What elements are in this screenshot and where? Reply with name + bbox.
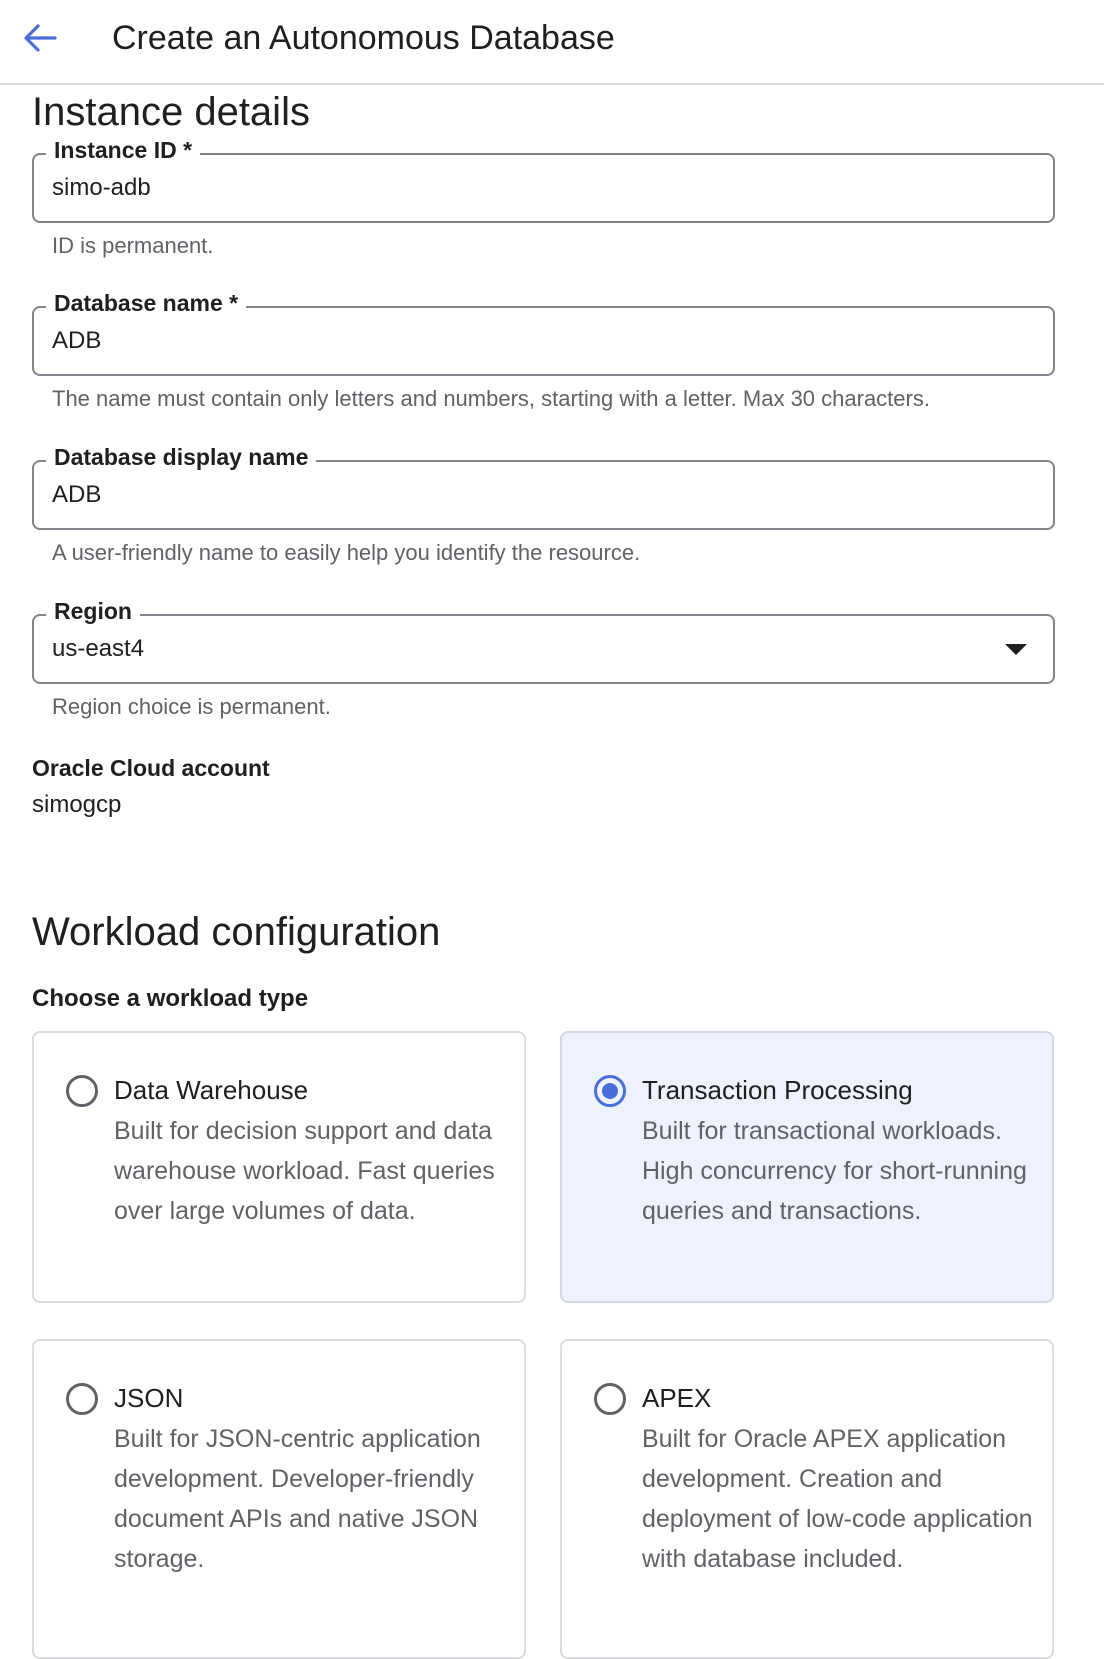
display-name-helper: A user-friendly name to easily help you identify the resource. xyxy=(52,540,641,565)
dropdown-arrow-icon[interactable] xyxy=(1005,644,1027,655)
instance-id-value[interactable]: simo-adb xyxy=(52,174,151,201)
database-name-value[interactable]: ADB xyxy=(52,327,102,354)
top-app-bar xyxy=(0,0,1104,85)
display-name-field[interactable] xyxy=(32,444,1055,530)
option-description: Built for transactional workloads. High concurrency for short-running queries and transactions. xyxy=(642,1117,1027,1225)
workload-option-apex[interactable] xyxy=(560,1339,1054,1659)
option-title: Transaction Processing xyxy=(642,1075,913,1105)
oracle-account-value: simogcp xyxy=(32,791,122,818)
page-title: Create an Autonomous Database xyxy=(112,19,615,57)
arrow-left-icon xyxy=(23,23,57,53)
region-value[interactable]: us-east4 xyxy=(52,635,145,662)
workload-type-label: Choose a workload type xyxy=(32,985,309,1012)
oracle-account-label: Oracle Cloud account xyxy=(32,755,270,781)
option-description: Built for JSON-centric application development. Developer-friendly document APIs and native JSON storage. xyxy=(114,1425,481,1573)
instance-id-label: Instance ID * xyxy=(46,135,200,165)
option-description: Built for decision support and data warehouse workload. Fast queries over large volumes of data. xyxy=(114,1117,495,1225)
option-title: JSON xyxy=(114,1383,184,1413)
region-select[interactable] xyxy=(32,598,1055,684)
radio-apex[interactable] xyxy=(594,1383,626,1415)
display-name-value[interactable]: ADB xyxy=(52,481,102,508)
instance-details-heading: Instance details xyxy=(32,90,310,134)
display-name-label: Database display name xyxy=(46,442,316,472)
database-name-field[interactable] xyxy=(32,290,1055,376)
radio-data-warehouse[interactable] xyxy=(66,1075,98,1107)
radio-transaction-processing[interactable] xyxy=(594,1075,626,1107)
back-button[interactable] xyxy=(18,18,62,58)
database-name-label: Database name * xyxy=(46,288,246,318)
radio-json[interactable] xyxy=(66,1383,98,1415)
region-helper: Region choice is permanent. xyxy=(52,694,331,719)
database-name-helper: The name must contain only letters and numbers, starting with a letter. Max 30 characters. xyxy=(52,386,930,411)
region-label: Region xyxy=(46,596,140,626)
workload-option-json[interactable] xyxy=(32,1339,526,1659)
workload-option-data-warehouse[interactable] xyxy=(32,1031,526,1303)
option-description: Built for Oracle APEX application development. Creation and deployment of low-code application with database included. xyxy=(642,1425,1033,1573)
instance-id-field[interactable] xyxy=(32,137,1055,223)
workload-option-transaction-processing[interactable] xyxy=(560,1031,1054,1303)
option-title: APEX xyxy=(642,1383,712,1413)
option-title: Data Warehouse xyxy=(114,1075,309,1105)
workload-configuration-heading: Workload configuration xyxy=(32,910,441,954)
instance-id-helper: ID is permanent. xyxy=(52,233,214,258)
